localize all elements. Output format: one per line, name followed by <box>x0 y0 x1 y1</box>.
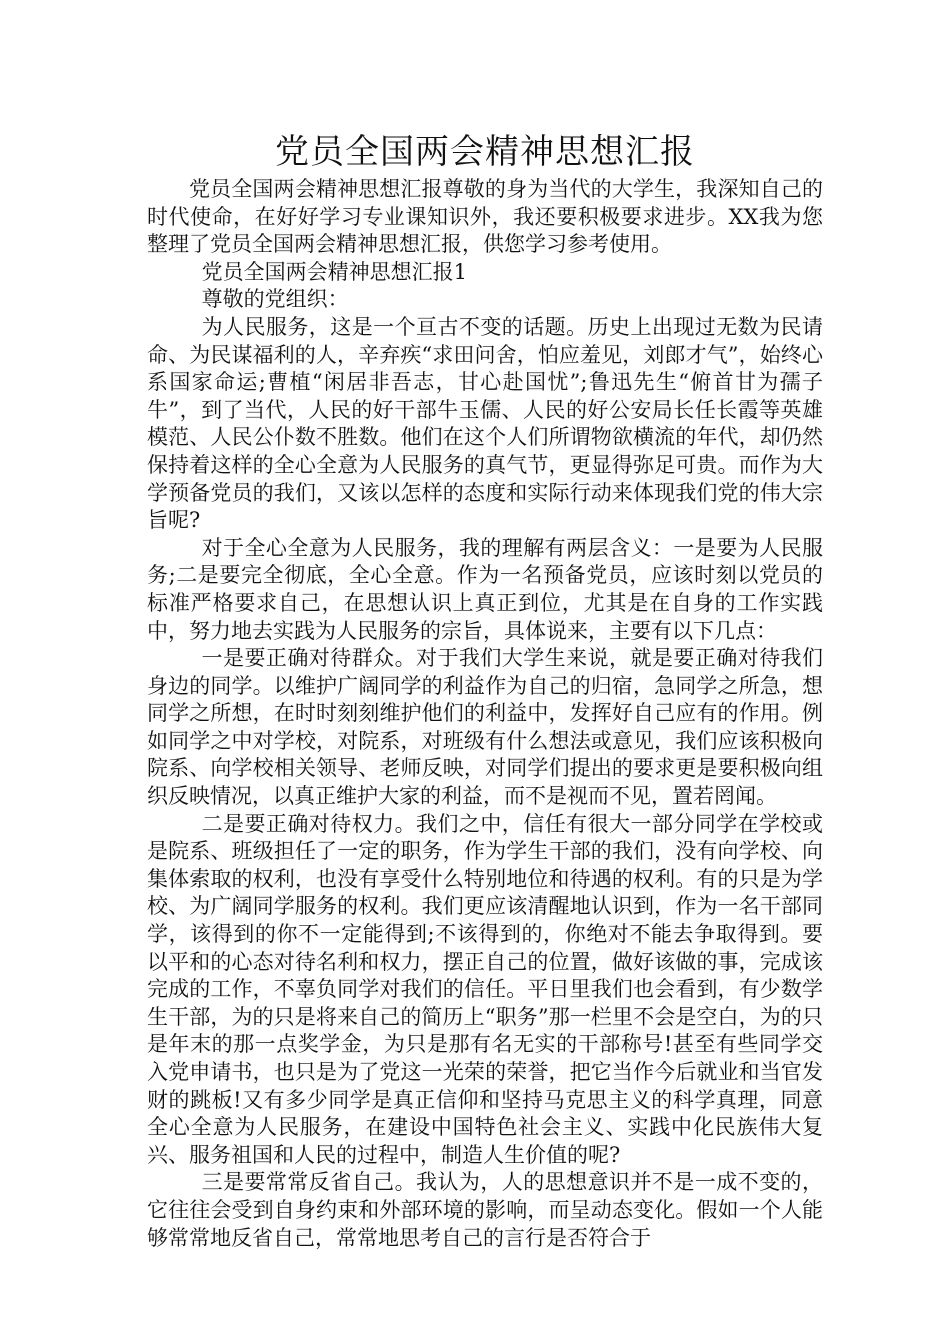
document-title: 党员全国两会精神思想汇报 <box>275 132 695 172</box>
section-heading: 党员全国两会精神思想汇报1 <box>201 259 467 284</box>
intro-paragraph: 党员全国两会精神思想汇报尊敬的身为当代的大学生，我深知自己的时代使命，在好好学习专业课知识外，我还要积极要求进步。XX我为您整理了党员全国两会精神思想汇报，供您学习参考使用。 <box>147 177 823 257</box>
body-paragraph: 三是要常常反省自己。我认为，人的思想意识并不是一成不变的，它往往会受到自身约束和外部环境的影响，而呈动态变化。假如一个人能够常常地反省自己，常常地思考自己的言行是否符合于 <box>147 1170 823 1250</box>
document-page <box>147 128 823 1252</box>
body-paragraph: 一是要正确对待群众。对于我们大学生来说，就是要正确对待我们身边的同学。以维护广阔同学的利益作为自己的归宿，急同学之所急，想同学之所想，在时时刻刻维护他们的利益中，发挥好自己应有的作用。例如同学之中对学校，对院系，对班级有什么想法或意见，我们应该积极向院系、向学校相关领导、老师反映，对同学们提出的要求更是要积极向组织反映情况，以真正维护大家的利益，而不是视而不见，置若罔闻。 <box>147 646 823 809</box>
body-paragraph: 为人民服务，这是一个亘古不变的话题。历史上出现过无数为民请命、为民谋福利的人，辛弃疾“求田问舍，怕应羞见，刘郎才气”，始终心系国家命运;曹植“闲居非吾志，甘心赴国忧”;鲁迅先生“俯首甘为孺子牛”，到了当代，人民的好干部牛玉儒、人民的好公安局长任长霞等英雄模范、人民公仆数不胜数。他们在这个人们所谓物欲横流的年代，却仍然保持着这样的全心全意为人民服务的真气节，更显得弥足可贵。而作为大学预备党员的我们，又该以怎样的态度和实际行动来体现我们党的伟大宗旨呢? <box>147 314 823 533</box>
salutation: 尊敬的党组织： <box>201 287 349 312</box>
body-paragraph: 二是要正确对待权力。我们之中，信任有很大一部分同学在学校或是院系、班级担任了一定的职务，作为学生干部的我们，没有向学校、向集体索取的权利，也没有享受什么特别地位和待遇的权利。有的只是为学校、为广阔同学服务的权利。我们更应该清醒地认识到，作为一名干部同学，该得到的你不一定能得到;不该得到的，你绝对不能去争取得到。要以平和的心态对待名利和权力，摆正自己的位置，做好该做的事，完成该完成的工作，不辜负同学对我们的信任。平日里我们也会看到，有少数学生干部，为的只是将来自己的简历上“职务”那一栏里不会是空白，为的只是年末的那一点奖学金，为只是那有名无实的干部称号!甚至有些同学交入党申请书，也只是为了党这一光荣的荣誉，把它当作今后就业和当官发财的跳板!又有多少同学是真正信仰和坚持马克思主义的科学真理，同意全心全意为人民服务，在建设中国特色社会主义、实践中化民族伟大复兴、服务祖国和人民的过程中，制造人生价值的呢? <box>147 811 823 1167</box>
body-paragraph: 对于全心全意为人民服务，我的理解有两层含义：一是要为人民服务;二是要完全彻底，全心全意。作为一名预备党员，应该时刻以党员的标准严格要求自己，在思想认识上真正到位，尤其是在自身的工作实践中，努力地去实践为人民服务的宗旨，具体说来，主要有以下几点： <box>147 535 823 643</box>
